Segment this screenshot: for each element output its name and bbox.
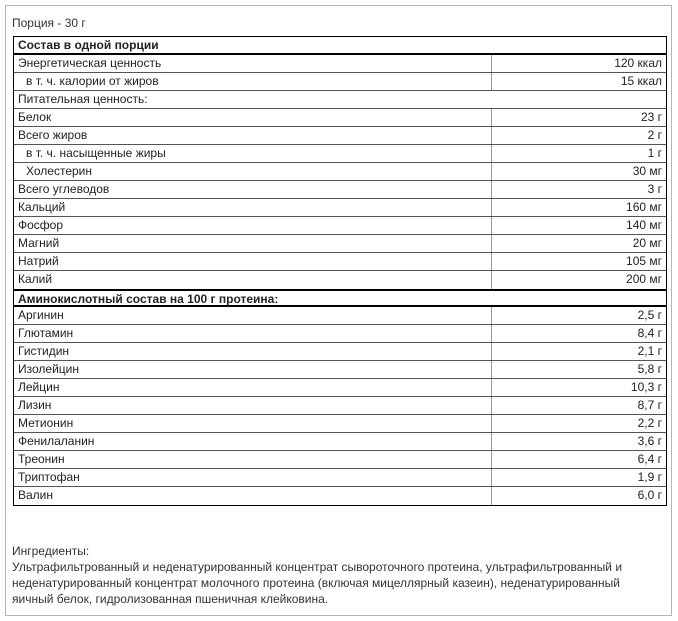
amino-row-name: Валин bbox=[14, 487, 492, 505]
amino-row bbox=[14, 343, 666, 361]
amino-row bbox=[14, 469, 666, 487]
nutrient-row bbox=[14, 181, 666, 199]
nutrient-row-name: Всего жиров bbox=[14, 127, 492, 144]
nutrient-row-name: в т. ч. насыщенные жиры bbox=[14, 145, 492, 162]
nutrient-row bbox=[14, 235, 666, 253]
nutrient-row bbox=[14, 55, 666, 73]
amino-header bbox=[14, 289, 666, 307]
nutrient-row-name: Фосфор bbox=[14, 217, 492, 234]
amino-row-name: Триптофан bbox=[14, 469, 492, 486]
amino-row-value: 8,4 г bbox=[637, 326, 662, 340]
amino-row-name: Глютамин bbox=[14, 325, 492, 342]
nutrient-row-value: 160 мг bbox=[626, 200, 662, 214]
amino-title: Аминокислотный состав на 100 г протеина: bbox=[18, 292, 279, 306]
nutrition-facts-table bbox=[13, 36, 667, 506]
amino-row-value: 3,6 г bbox=[637, 434, 662, 448]
nutrient-row-value: 20 мг bbox=[632, 236, 662, 250]
amino-row bbox=[14, 433, 666, 451]
nutrient-row bbox=[14, 199, 666, 217]
nutrient-rows bbox=[14, 55, 666, 289]
nutrient-row bbox=[14, 163, 666, 181]
amino-row-name: Аргинин bbox=[14, 307, 492, 324]
amino-row bbox=[14, 379, 666, 397]
nutrient-row-value: 23 г bbox=[640, 110, 662, 124]
amino-row-value: 2,2 г bbox=[637, 416, 662, 430]
composition-header bbox=[14, 37, 666, 55]
amino-row bbox=[14, 397, 666, 415]
amino-row-name: Треонин bbox=[14, 451, 492, 468]
nutrient-row bbox=[14, 217, 666, 235]
ingredients-text: Ультрафильтрованный и неденатурированный концентрат сывороточного протеина, ультрафильтрованный и неденатурированный концентрат молочного протеина (включая мицеллярный казеин), неденатурированный яичный белок, гидролизованная пшеничная клейковина. bbox=[12, 560, 623, 606]
amino-row-name: Гистидин bbox=[14, 343, 492, 360]
nutrient-row bbox=[14, 271, 666, 289]
amino-row-name: Лизин bbox=[14, 397, 492, 414]
amino-row bbox=[14, 307, 666, 325]
amino-row-name: Фенилаланин bbox=[14, 433, 492, 450]
amino-row bbox=[14, 415, 666, 433]
amino-row bbox=[14, 325, 666, 343]
nutrient-row-value: 30 мг bbox=[632, 164, 662, 178]
nutrient-row-name: Энергетическая ценность bbox=[14, 55, 492, 72]
amino-row-value: 10,3 г bbox=[630, 380, 662, 394]
nutrient-row bbox=[14, 109, 666, 127]
amino-rows bbox=[14, 307, 666, 505]
nutrient-row-name: Всего углеводов bbox=[14, 181, 492, 198]
nutrient-row bbox=[14, 91, 666, 109]
nutrient-row bbox=[14, 145, 666, 163]
nutrient-row-name: Кальций bbox=[14, 199, 492, 216]
amino-row-value: 6,4 г bbox=[637, 452, 662, 466]
ingredients-label: Ингредиенты: bbox=[12, 544, 90, 558]
nutrient-row-value: 105 мг bbox=[626, 254, 662, 268]
amino-row-value: 1,9 г bbox=[637, 470, 662, 484]
amino-row-value: 2,5 г bbox=[637, 308, 662, 322]
nutrient-row-name: Калий bbox=[14, 271, 492, 289]
nutrient-row-name: Белок bbox=[14, 109, 492, 126]
amino-row-name: Изолейцин bbox=[14, 361, 492, 378]
composition-title: Состав в одной порции bbox=[18, 38, 159, 52]
nutrient-row-name: Натрий bbox=[14, 253, 492, 270]
nutrient-row-name: в т. ч. калории от жиров bbox=[14, 73, 492, 90]
amino-row-value: 5,8 г bbox=[637, 362, 662, 376]
nutrient-row-value: 15 ккал bbox=[620, 74, 662, 88]
nutrient-row-value: 3 г bbox=[647, 182, 662, 196]
ingredients-block bbox=[12, 543, 662, 607]
nutrient-row-value: 120 ккал bbox=[614, 56, 662, 70]
nutrient-row-value: 2 г bbox=[647, 128, 662, 142]
nutrient-row-name: Холестерин bbox=[14, 163, 492, 180]
amino-row-value: 8,7 г bbox=[637, 398, 662, 412]
nutrient-row-value: 200 мг bbox=[626, 272, 662, 286]
nutrient-row-value: 140 мг bbox=[626, 218, 662, 232]
amino-row bbox=[14, 487, 666, 505]
nutrient-row bbox=[14, 127, 666, 145]
serving-size: Порция - 30 г bbox=[12, 16, 86, 30]
amino-row-name: Метионин bbox=[14, 415, 492, 432]
amino-row-value: 6,0 г bbox=[637, 488, 662, 502]
amino-row-name: Лейцин bbox=[14, 379, 492, 396]
nutrient-row bbox=[14, 73, 666, 91]
nutrient-row-name: Питательная ценность: bbox=[18, 92, 148, 106]
amino-row bbox=[14, 361, 666, 379]
nutrient-row-name: Магний bbox=[14, 235, 492, 252]
amino-row bbox=[14, 451, 666, 469]
nutrient-row-value: 1 г bbox=[647, 146, 662, 160]
amino-row-value: 2,1 г bbox=[637, 344, 662, 358]
nutrient-row bbox=[14, 253, 666, 271]
